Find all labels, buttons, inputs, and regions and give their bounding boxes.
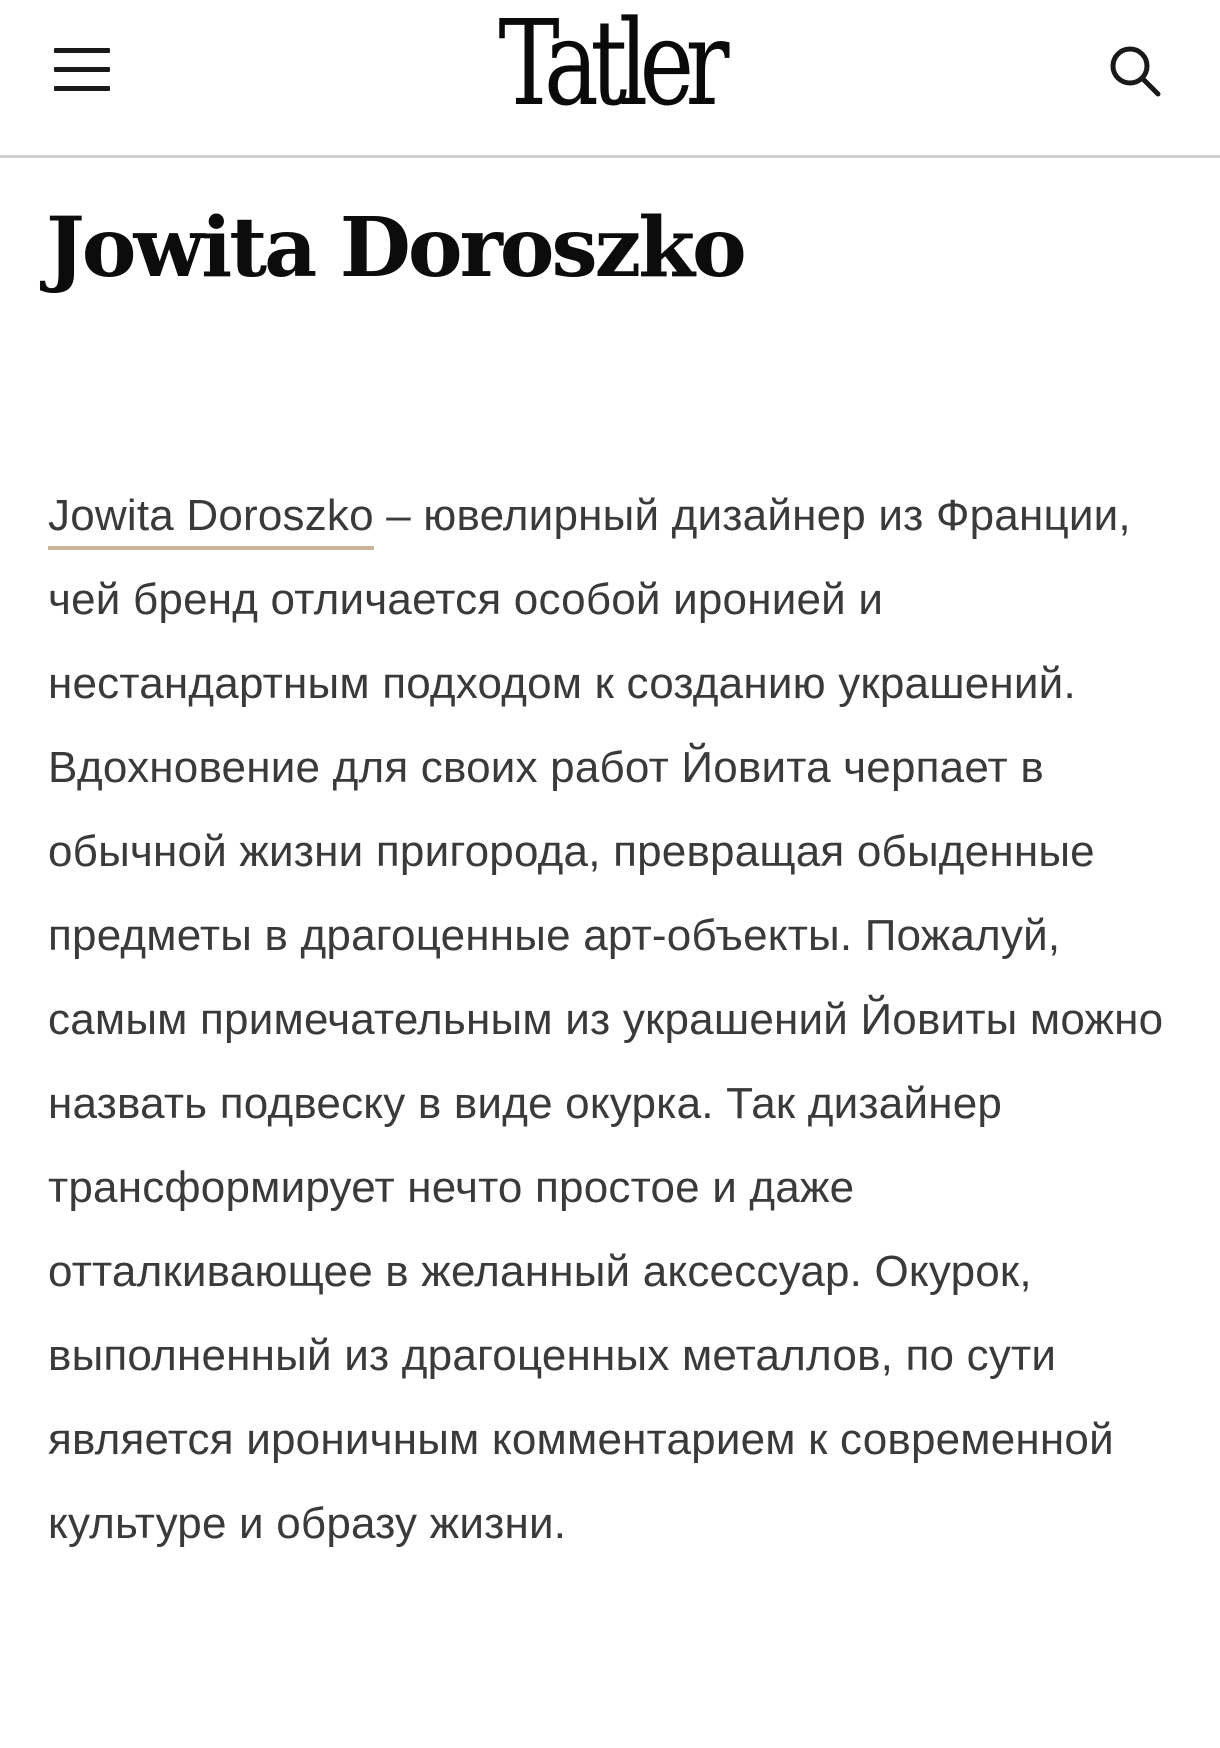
author-bio xyxy=(48,474,1188,1566)
menu-bar xyxy=(54,48,110,53)
logo-wrapper xyxy=(0,0,1220,132)
menu-bar xyxy=(54,86,110,91)
bio-text: – ювелирный дизайнер из Франции, чей бренд отличается особой иронией и нестандартным подходом к созданию украшений. Вдохновение для своих работ Йовита черпает в обычной жизни пригорода, превращая обыденные предметы в драгоценные арт-объекты. Пожалуй, самым примечательным из украшений Йовиты можно назвать подвеску в виде окурка. Так дизайнер трансформирует нечто простое и даже отталкивающее в желанный аксессуар. Окурок, выполненный из драгоценных металлов, по сути является ироничным комментарием к современной культуре и образу жизни. xyxy=(48,491,1164,1548)
search-icon-graphic xyxy=(1108,44,1164,100)
menu-bar xyxy=(54,67,110,72)
site-logo[interactable]: Tatler xyxy=(498,0,722,132)
site-header xyxy=(0,0,1220,158)
author-name-link[interactable]: Jowita Doroszko xyxy=(48,491,374,550)
search-icon[interactable] xyxy=(1108,44,1164,100)
hamburger-menu-icon[interactable] xyxy=(54,44,112,94)
page-title: Jowita Doroszko xyxy=(46,200,744,296)
